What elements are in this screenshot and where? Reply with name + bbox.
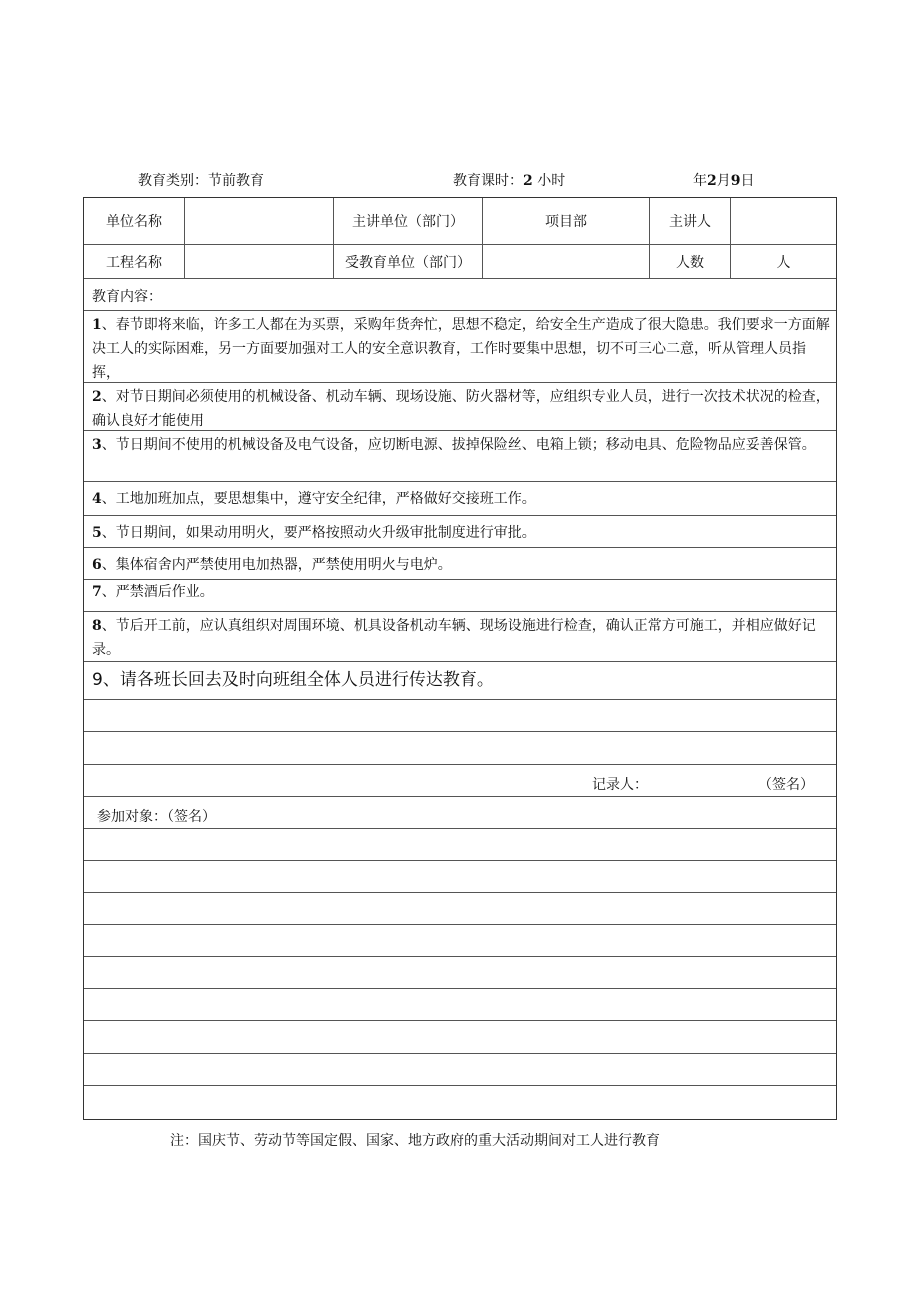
date-month-unit: 月 [716,173,731,189]
item-number: 4 [92,491,102,507]
recorder-label: 记录人： [592,777,648,793]
item-number: 5 [92,525,102,541]
content-item [84,516,836,548]
unit-name-label: 单位名称 [84,198,185,244]
education-hours [453,170,565,190]
signature-row[interactable] [84,893,836,925]
blank-row[interactable] [84,732,836,765]
content-item [84,383,836,431]
item-text: 、节日期间，如果动用明火，要严格按照动火升级审批制度进行审批。 [101,525,536,541]
footnote: 注：国庆节、劳动节等国定假、国家、地方政府的重大活动期间对工人进行教育 [170,1133,660,1149]
item-text: 、工地加班加点，要思想集中，遵守安全纪律，严格做好交接班工作。 [101,491,536,507]
participants-label: 参加对象：（签名） [97,809,216,825]
item-number: 6 [92,557,102,573]
content-item-9 [84,662,836,700]
content-item [84,431,836,482]
recorder-row [84,765,836,797]
signature-row[interactable] [84,1054,836,1086]
date-year: 年 [693,173,707,189]
item-text: 、节后开工前，应认真组织对周围环境、机具设备机动车辆、现场设施进行检查，确认正常方可施工，并相应做好记录。 [92,618,816,658]
content-item [84,612,836,662]
item-text: 9、请各班长回去及时向班组全体人员进行传达教育。 [92,670,494,690]
lecturer-unit-label: 主讲单位（部门） [334,198,483,244]
item-number: 7 [92,584,102,600]
category-label: 教育类别： [138,173,208,189]
item-number: 2 [92,389,102,405]
content-item [84,548,836,580]
content-item [84,482,836,516]
info-row-1 [84,198,836,245]
date-day: 9 [730,173,741,189]
signature-row[interactable] [84,989,836,1021]
signature-row[interactable] [84,861,836,893]
hours-label: 教育课时： [453,173,523,189]
lecturer-field[interactable] [731,198,836,244]
category-value: 节前教育 [208,173,264,189]
count-label: 人数 [650,245,731,278]
unit-name-field[interactable] [185,198,334,244]
info-row-2 [84,245,836,279]
date-month: 2 [707,173,717,189]
signature-row[interactable] [84,925,836,957]
item-number: 8 [92,618,102,634]
item-text: 、节日期间不使用的机械设备及电气设备，应切断电源、拔掉保险丝、电箱上锁；移动电具、危险物品应妥善保管。 [101,437,816,453]
trainee-unit-label: 受教育单位（部门） [334,245,483,278]
hours-value: 2 [523,173,533,189]
content-label: 教育内容： [92,289,162,305]
item-text: 、春节即将来临，许多工人都在为买票，采购年货奔忙，思想不稳定，给安全生产造成了很大隐患。我们要求一方面解决工人的实际困难，另一方面要加强对工人的安全意识教育，工作时要集中思想，切不可三心二意，听从管理人员指挥， [92,317,830,381]
signature-row[interactable] [84,1021,836,1054]
education-record-table [83,197,837,1120]
project-name-field[interactable] [185,245,334,278]
content-label-row [84,279,836,311]
item-text: 、对节日期间必须使用的机械设备、机动车辆、现场设施、防火器材等，应组织专业人员，进行一次技术状况的检查，确认良好才能使用 [92,389,830,429]
blank-row[interactable] [84,700,836,732]
education-category [138,170,264,190]
education-date [693,170,755,190]
item-number: 3 [92,437,102,453]
trainee-unit-field[interactable] [483,245,650,278]
content-item [84,580,836,612]
participants-row [84,797,836,829]
content-item [84,311,836,383]
item-text: 、集体宿舍内严禁使用电加热器，严禁使用明火与电炉。 [101,557,452,573]
count-field[interactable]: 人 [776,254,791,271]
item-text: 、严禁酒后作业。 [101,584,214,600]
item-number: 1 [92,317,102,333]
recorder-signature[interactable]: （签名） [758,777,814,793]
hours-unit: 小时 [537,173,566,189]
project-name-label: 工程名称 [84,245,185,278]
lecturer-unit-field[interactable]: 项目部 [483,198,650,244]
signature-row[interactable] [84,829,836,861]
signature-row[interactable] [84,957,836,989]
date-day-unit: 日 [740,173,755,189]
signature-row[interactable] [84,1086,836,1119]
lecturer-label: 主讲人 [650,198,731,244]
